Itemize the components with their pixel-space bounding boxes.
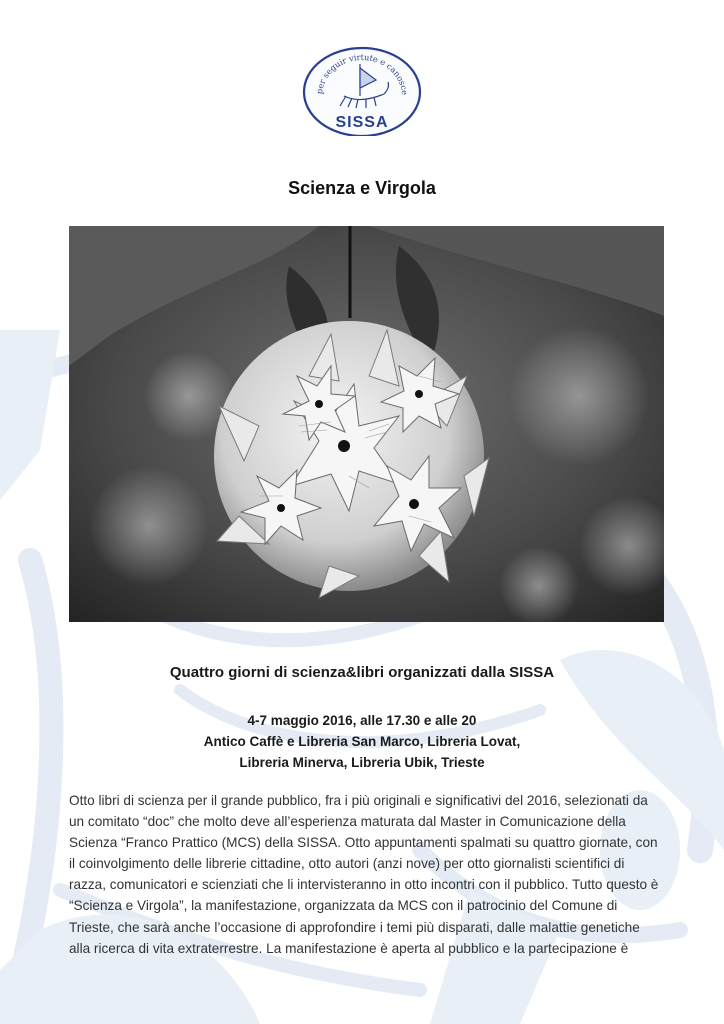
- event-details: [0, 710, 724, 773]
- event-subtitle: Quattro giorni di scienza&libri organizzati dalla SISSA: [169, 664, 555, 681]
- event-venues-line2: Libreria Minerva, Libreria Ubik, Trieste: [239, 755, 485, 770]
- event-photo: [69, 226, 664, 622]
- sissa-logo-name: SISSA: [335, 114, 389, 131]
- event-venues-line1: Antico Caffè e Libreria San Marco, Libreria Lovat,: [203, 734, 521, 749]
- svg-text:ma per seguir virtute e canosc: per seguir virtute e canosce: [314, 51, 411, 96]
- sissa-logo: [300, 44, 424, 136]
- origami-book-flower-ball-photo-icon: [69, 226, 664, 622]
- body-paragraph: Otto libri di scienza per il grande pubblico, fra i più originali e significativi del 2016, selezionati da un comitato “doc” che molto deve all’esperienza maturata dal Master in Comunicazione della Scienza “Franco Prattico (MCS) della SISSA. Otto appuntamenti spalmati su quattro giornate, con il coinvolgimento delle librerie cittadine, otto autori (anzi nove) per otto giornalisti scientifici di razza, comunicatori e scienziati che li intervisteranno in otto incontri con il pubblico. Tutto questo è “Scienza e Virgola”, la manifestazione, organizzata da MCS con il patrocinio del Comune di Trieste, che sarà anche l’occasione di approfondire i temi più disparati, dalle malattie genetiche alla ricerca di vita extraterrestre. La manifestazione è aperta al pubblico e la partecipazione è: [69, 793, 659, 956]
- event-dates: 4-7 maggio 2016, alle 17.30 e alle 20: [247, 713, 477, 728]
- page-title: Scienza e Virgola: [288, 178, 436, 198]
